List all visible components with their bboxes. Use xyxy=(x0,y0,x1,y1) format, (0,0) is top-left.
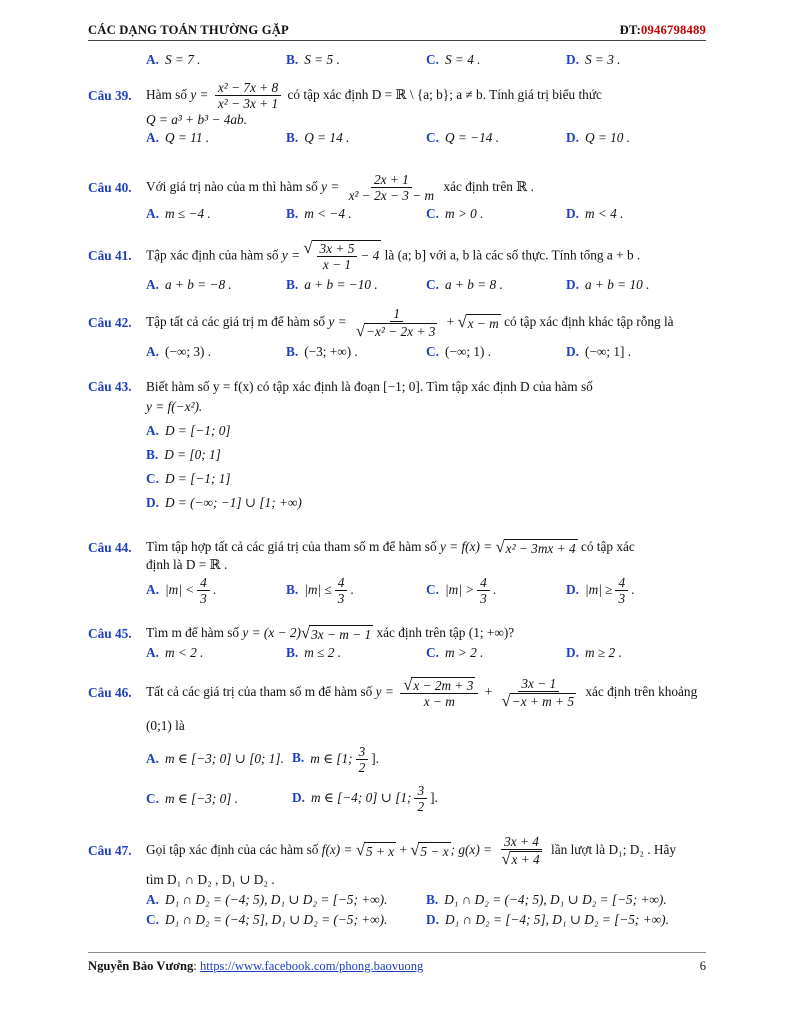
facebook-link[interactable]: https://www.facebook.com/phong.baovuong xyxy=(199,959,424,973)
option-c: C. D = [−1; 1] xyxy=(146,471,231,487)
question-44 xyxy=(88,538,706,607)
option-d: D. (−∞; 1] . xyxy=(566,343,632,359)
option-c: C. a + b = 8 . xyxy=(426,276,503,292)
question-46 xyxy=(88,676,706,815)
square-root: √ x² − 3mx + 4 xyxy=(495,536,576,556)
option-d: D. Q = 10 . xyxy=(566,129,631,145)
question-text: Gọi tập xác định của các hàm số f(x) = √ 5 + x + √ 5 − x ; g(x) = 3x + 4 √ x + 4 lần lượt là D₁; D₂ . Hãy xyxy=(146,834,677,868)
question-text: Tập xác định của hàm số y = √ $\frac{3x + 5}{x - 1}$ − 4 là (a; b] với a, b là các số thực. Tính tổng a + b . xyxy=(146,238,641,273)
option-d: D. a + b = 10 . xyxy=(566,276,650,292)
question-47 xyxy=(88,834,706,928)
option-d: D. m ∈ [−4; 0] ∪ [1; $\frac{3}{2}$ ]. xyxy=(292,783,438,815)
question-label: Câu 42. xyxy=(88,314,132,330)
option-b: B. m ∈ [1; $\frac{3}{2}$ ]. xyxy=(292,743,379,775)
option-d: D. m < 4 . xyxy=(566,205,624,221)
question-text: Tìm m để hàm số y = (x − 2) √ 3x − m − 1 xác định trên tập (1; +∞)? xyxy=(146,622,515,642)
question-text: Với giá trị nào của m thì hàm số y = $\frac{2x + 1}{\text{x² − 2x − 3 − m}}$ xác định trên ℝ . xyxy=(146,172,534,204)
option-d: D. D₁ ∩ D₂ = [−4; 5], D₁ ∪ D₂ = [−5; +∞). xyxy=(426,911,669,927)
question-label: Câu 47. xyxy=(88,842,132,858)
square-root: √ 3x − m − 1 xyxy=(300,622,372,642)
question-38-options xyxy=(88,52,706,68)
option-b: B. Q = 14 . xyxy=(286,129,350,145)
footer-credit: Nguyễn Bảo Vương: https://www.facebook.com/phong.baovuong xyxy=(88,959,424,973)
option-c: C. (−∞; 1) . xyxy=(426,343,492,359)
option-d: D. D = (−∞; −1] ∪ [1; +∞) xyxy=(146,495,302,511)
option-b: B. D = [0; 1] xyxy=(146,447,221,463)
fraction: $\frac{\text{x² − 7x + 8}}{\text{x² − 3x + 1}}$ xyxy=(215,80,281,112)
option-a: A. m ≤ −4 . xyxy=(146,205,211,221)
option-a: A. S = 7 . xyxy=(146,52,201,67)
option-c: C. Q = −14 . xyxy=(426,129,500,145)
question-text-line2: y = f(−x²). xyxy=(146,399,203,415)
question-label: Câu 45. xyxy=(88,625,132,641)
option-c: C. m > 0 . xyxy=(426,205,484,221)
option-c: C. S = 4 . xyxy=(426,52,481,67)
question-label: Câu 40. xyxy=(88,179,132,195)
option-b: B. m < −4 . xyxy=(286,205,352,221)
question-43 xyxy=(88,378,706,515)
square-root: √ $\frac{3x + 5}{x - 1}$ − 4 xyxy=(303,238,380,273)
option-b: B. D₁ ∩ D₂ = (−4; 5), D₁ ∪ D₂ = [−5; +∞). xyxy=(426,891,667,907)
option-b: B. |m| ≤ $\frac{4}{3}$ . xyxy=(286,575,354,607)
question-text-line2: (0;1) là xyxy=(146,717,185,733)
option-a: A. a + b = −8 . xyxy=(146,276,232,292)
header-title: CÁC DẠNG TOÁN THƯỜNG GẶP xyxy=(88,23,289,37)
question-45 xyxy=(88,624,706,661)
option-d: D. S = 3 . xyxy=(566,52,621,67)
page-number: 6 xyxy=(699,959,706,973)
question-text-line2: định là D = ℝ . xyxy=(146,557,228,573)
option-a: A. m ∈ [−3; 0] ∪ [0; 1]. xyxy=(146,751,284,767)
question-39 xyxy=(88,80,706,146)
question-40 xyxy=(88,172,706,222)
header-phone: ĐT:0946798489 xyxy=(619,23,706,37)
option-c: C. m ∈ [−3; 0] . xyxy=(146,790,239,806)
option-a: A. D = [−1; 0] xyxy=(146,423,231,439)
question-text-line2: tìm D₁ ∩ D₂ , D₁ ∪ D₂ . xyxy=(146,871,275,887)
question-text-line2: Q = a³ + b³ − 4ab. xyxy=(146,111,248,127)
question-41 xyxy=(88,240,706,293)
option-a: A. |m| < $\frac{4}{3}$ . xyxy=(146,575,217,607)
question-42 xyxy=(88,306,706,360)
square-root: √ x − m xyxy=(457,311,499,331)
question-label: Câu 44. xyxy=(88,539,132,555)
option-a: A. D₁ ∩ D₂ = (−4; 5), D₁ ∪ D₂ = [−5; +∞). xyxy=(146,891,388,907)
question-text: Hàm số y = $\frac{\text{x² − 7x + 8}}{\text{x² − 3x + 1}}$ có tập xác định D = ℝ \ {a; b}; a ≠ b. Tính giá trị biểu thức xyxy=(146,80,602,112)
option-c: C. |m| > $\frac{4}{3}$ . xyxy=(426,575,497,607)
question-text: Tìm tập hợp tất cả các giá trị của tham số m để hàm số y = f(x) = √ x² − 3mx + 4 có tập xác xyxy=(146,536,635,556)
option-c: C. D₁ ∩ D₂ = (−4; 5], D₁ ∪ D₂ = (−5; +∞). xyxy=(146,911,388,927)
phone-number: 0946798489 xyxy=(641,23,706,37)
option-b: B. (−3; +∞) . xyxy=(286,343,358,359)
fraction: $\frac{2x + 1}{\text{x² − 2x − 3 − m}}$ xyxy=(348,172,435,204)
question-text: Tập tất cả các giá trị m để hàm số y = 1 √ −x² − 2x + 3 + √ x − m có tập xác định khác tập rỗng là xyxy=(146,306,674,340)
page-header xyxy=(88,20,706,41)
option-a: A. m < 2 . xyxy=(146,645,204,661)
question-label: Câu 39. xyxy=(88,87,132,103)
question-label: Câu 46. xyxy=(88,684,132,700)
option-d: D. m ≥ 2 . xyxy=(566,645,622,661)
question-text: Biết hàm số y = f(x) có tập xác định là đoạn [−1; 0]. Tìm tập xác định D của hàm số xyxy=(146,379,593,394)
question-label: Câu 41. xyxy=(88,248,132,264)
option-d: D. |m| ≥ $\frac{4}{3}$ . xyxy=(566,575,635,607)
question-label: Câu 43. xyxy=(88,378,132,394)
fraction: 1 √ −x² − 2x + 3 xyxy=(355,306,436,340)
page-footer xyxy=(88,952,706,974)
option-c: C. m > 2 . xyxy=(426,645,484,661)
option-a: A. Q = 11 . xyxy=(146,129,210,145)
option-b: B. S = 5 . xyxy=(286,52,340,67)
option-b: B. a + b = −10 . xyxy=(286,276,378,292)
question-text: Tất cả các giá trị của tham số m để hàm số y = √ x − 2m + 3 x − m + 3x − 1 √ −x + m + 5 xác định trên khoảng xyxy=(146,674,698,710)
option-b: B. m ≤ 2 . xyxy=(286,645,342,661)
option-a: A. (−∞; 3) . xyxy=(146,343,212,359)
